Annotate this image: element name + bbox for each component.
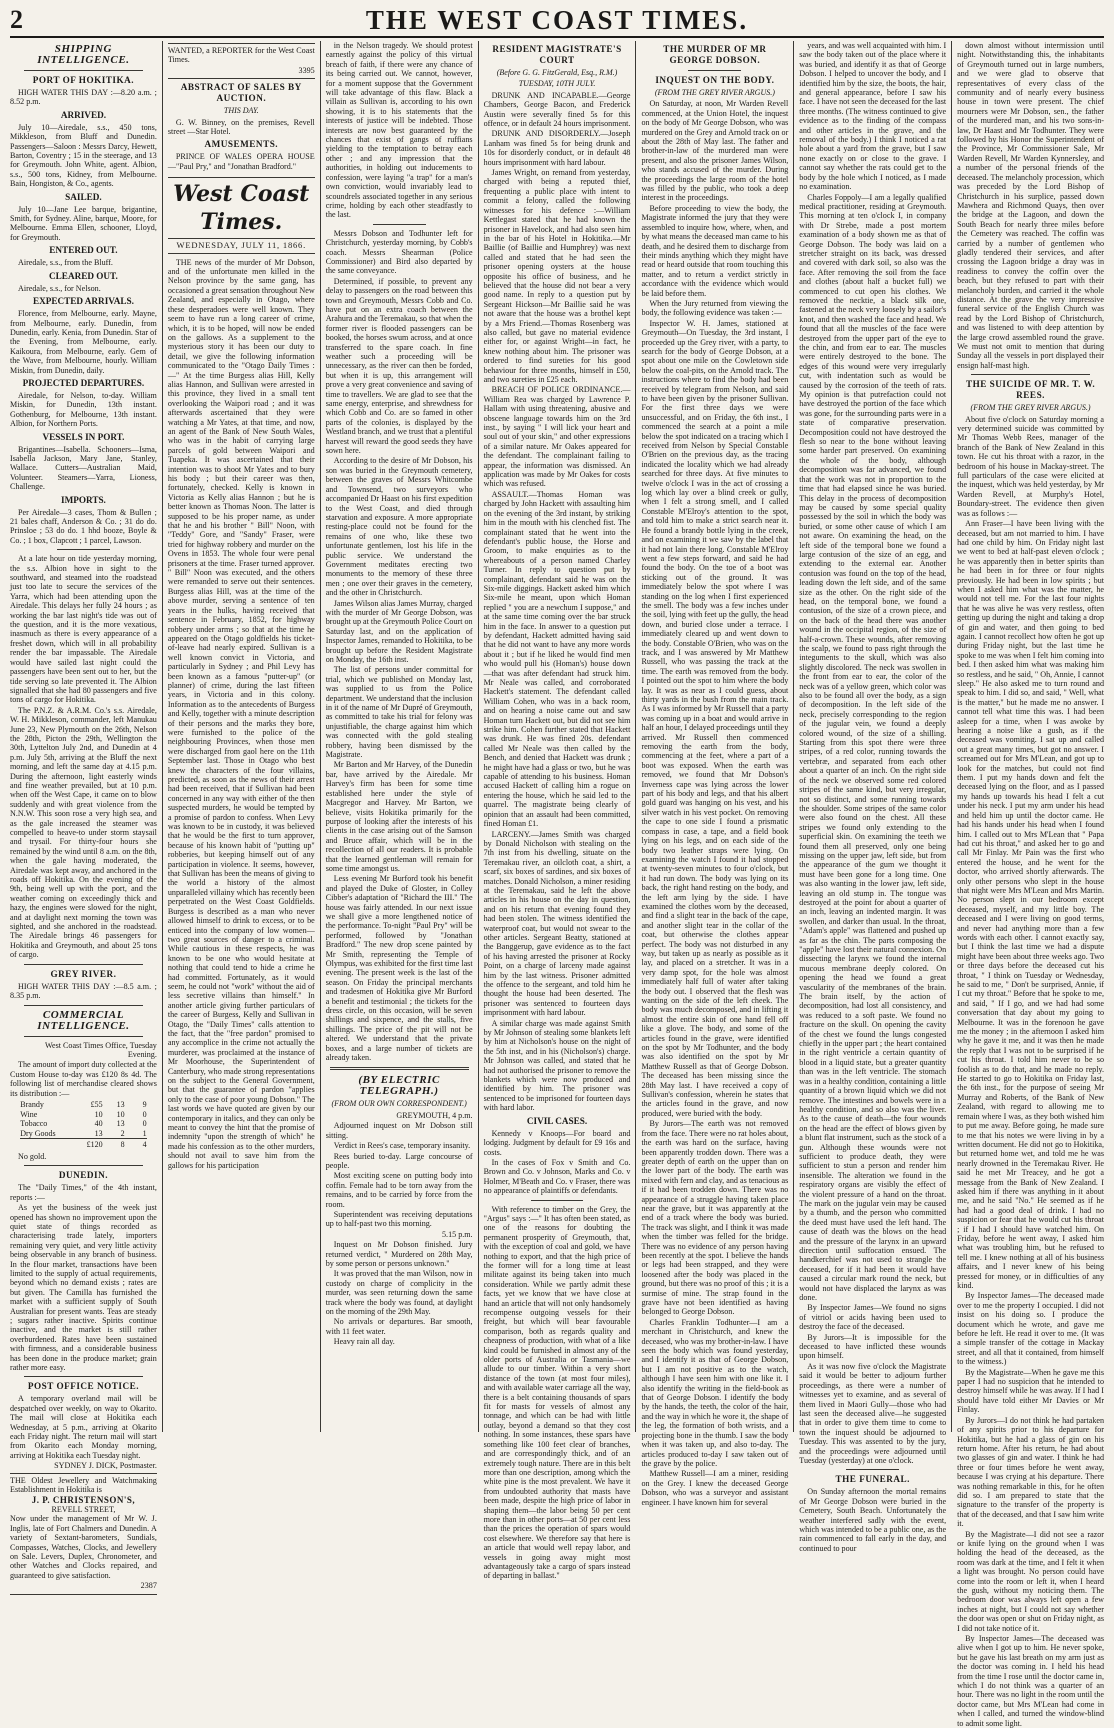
civil-paragraph: Kennedy v Knoops—For board and lodging. Judgment by default for £9 16s and costs. xyxy=(483,1128,631,1157)
heading-grey-river: GREY RIVER. xyxy=(50,968,117,979)
imports-text: Per Airedale—3 cases, Thom & Bullen ; 21 bales chaff, Anderson & Co. ; 31 do do. Prinsloe ; 53 do do. 1 hhd booze, Boyle & Co. ; 1 box, Clapcott ; 1 parcel, Lawson. xyxy=(10,507,157,545)
divider xyxy=(24,964,143,965)
inquest-paragraph: Charles Franklin Todhunter—I am a merchant in Christchurch, and knew the deceased, who was my brother-in-law. I have seen the body which was found yesterday, and I identify it as that of George Dobson, but I am not positive as to the watch, although I have seen him with one like it. I also identify the writing in the field-book as that of George Dobson. I identify the body by the hands, the teeth, the color of the hair, and the way in which he wore it, the shape of the leg, the formation of both wrists, and a projecting bone in the thumb. I saw the body when it was taken up, and also to-day. The articles produced to-day I saw taken out of the grave by the police. xyxy=(641,1317,789,1468)
editorial-paragraph: in the Nelson tragedy. We should protest earnestly against the policy of this virtual breach of faith, if there were any chance of its being carried out. We cannot, however, for a moment suppose that the Government will take advantage of this flaw. Black a villain as Sullivan is, according to his own showing, it is to his statements that the interests of justice will be indebted. Those interests are now best guaranteed by the chances that exist of gangs of ruffians yielding to the temptation to betray each other ; and any impression that the authorities, in holding out inducements to confession, were laying "a trap" for a man's own conviction, would invariably lead to scoundrels associated together in any serious crime, holding by each other steadfastly to the last. xyxy=(325,41,473,220)
wanted-text: WANTED, a REPORTER for the West Coast Times. xyxy=(167,46,315,65)
duty-shillings: 10 xyxy=(116,1109,125,1119)
suicide-paragraph: By Inspector James—The deceased made over to me the property I occupied. I did not insist on his doing so. I produce the document which he wrote, and gave me before he left. He read it over to me. (It was a simple transfer of the cottage in Mackay street, and all that it contained, from himself to the witness.) xyxy=(957,1291,1105,1367)
duty-pounds: 40 xyxy=(94,1119,103,1129)
column-6 xyxy=(793,41,951,1553)
news-paragraph: Mr Barton and Mr Harvey, of the Dunedin bar, have arrived by the Airedale. Mr Harvey's firm has been for some time established here under the style of Macgregor and Harvey. Mr Barton, we believe, visits Hokitika primarily for the purpose of looking after the interests of his clients in the case arising out of the Samson and Bruce affair, which will be in the recollection of all our readers. It is probable that the learned gentleman will remain for some time amongst us. xyxy=(325,760,473,873)
court-paragraph: ASSAULT.—Thomas Homan was charged by John Hackett with assaulting him on the evening of the 3rd instant, by striking him in the mouth with his clenched fist. The complainant stated that he went into the defendant's public house, the Horse and Groom, to make enquiries as to the whereabouts of a person named Charley Turner. In reply to question put by complainant, defendant said he was on the Six-mile diggings. Hackett asked him which Six-mile he meant, upon which Homan replied " you are a newchum I suppose," and at the same time coming over the bar struck him in the face. In answer to a question put by defendant, Hackett admitted having said that he did not want to have any more words about it ; but if he liked he would find men who would pull his (Homan's) house down—that was after defendant had struck him. Mr Neale was called, and corroborated Hackett's statement. The defendant called William Cohen, who was in a back room, and on hearing a noise came out and saw Homan turn Hackett out, but did not see him strike him. Cohen further stated that Hackett was drunk. He was fined 20s. defendant called Mr Neale was then called by the Bench, and denied that Hackett was drunk ; he might have had a glass or two, but he was capable of attending to his business. Homan accused Hackett of calling him a rogue on entering the house, which he said led to the quarrel. The magistrate being clearly of opinion that an assault had been committed, fined Homan £1. xyxy=(483,489,631,829)
telegraph-item: Verdict in Rees's case, temporary insanity. xyxy=(333,1141,471,1151)
dateline: WEDNESDAY, JULY 11, 1866. xyxy=(168,241,315,253)
inquest-paragraph: Inspector W. H. James, stationed at Greymouth—On Tuesday, the 3rd instant, I proceeded up the Grey river, with a party, to search for the body of George Dobson, at a spot about one mile on the Cowletown side below the coal-pits, on the Arnold track. The instructions where to find the body had been received by telegram from Nelson, and said to have been given by the prisoner Sullivan. For the first three days we were unsuccessful, and on Friday, the 6th inst., I commenced the search at a point a mile below the spot indicated on a tracing which I received from Nelson by Special Constable O'Brien on the previous day, as the tracing indicated the locality which we had already searched for three days. At five minutes to twelve o'clock I was in the act of crossing a log which lay over a blind creek or gully, when I felt a strong smell, and I called Constable M'Elroy's attention to the spot, and told him to make a strict search near it. He found a brandy bottle lying in the creek, and on examining it we saw by the label that it had not lain there long. Constable M'Elroy went a few steps forward, and said he had found the body. On the toe of a boot was sticking out of the ground. It was immediately below the spot where I was standing on the log when I first experienced the smell. The body was a few inches under the soil, lying with feet up the gully, the head down, and buried close under a terrace. I immediately cleared up and went down to the body. Constable O'Brien, who was on the track, and I was answered by Mr Matthew Russell, who was passing the track at the time. The earth was removed from the body. I pointed out the spot to him where the body lay. It was as near as I could guess, about thirty yards in the bush from the main track. As I was informed by Mr Russell that a party was coming up in a boat and would arrive in half an hour, I delayed proceedings until they arrived. Mr Russell then commenced removing the earth from the body, commencing at the feet, where a part of a boot was exposed. When the earth was removed, we found that Mr Dobson's Inverness cape was lying across the lower part of his body and legs, and that his albert gold guard was hanging on his vest, and his silver watch in his vest pocket. On removing the cape to one side I found a prismatic compass in case, a tape, and a field book lying on his legs, and on each side of the body two leather straps were lying. On examining the watch I found it had stopped at twenty-seven minutes to four o'clock, but it had run down. The body was lying on its back, the right hand resting on the body, and the left arm lying by the side. I have examined the clothes worn by the deceased, and find a slight tear in the back of the cape, and another slight tear in the collar of the coat, but otherwise the clothes appear perfect. The body was not disturbed in any way, but taken up as nearly as possible as it lay, and placed on a stretcher. It was in a very damp spot, for the hole was almost immediately half full of water after taking the body out. I observed that the flesh was wanting on the side of the left cheek. The body was much decomposed, and in lifting it almost the entire skin of one hand fell off like a glove. The body, and some of the articles found in the grave, were identified on the spot by Mr Todhunter, and the body was also identified on the spot by Mr Matthew Russell as that of George Dobson. The deceased has been missing since the 28th May last. I have received a copy of Sullivan's confession, wherein he states that the articles found in the grave, and now produced, were buried with the body. xyxy=(641,318,789,1118)
heading-telegraph: (BY ELECTRIC TELEGRAPH.) xyxy=(358,1074,440,1098)
court-paragraph: A similar charge was made against Smith by Mr Johnson of stealing some blankets left by him at Nicholson's house on the night of the 5th inst, and in his (Nicholson's) charge. Mr Johnson was called, and stated that he had not authorised the prisoner to remove the blankets which were now produced and identified by him. The prisoner was sentenced to be imprisoned for fourteen days with hard labor. xyxy=(483,1018,631,1113)
divider xyxy=(971,374,1090,375)
duty-total-row xyxy=(20,1139,146,1150)
duty-pence: 1 xyxy=(142,1128,147,1138)
duty-item: Dry Goods xyxy=(20,1128,56,1138)
column-1 xyxy=(10,41,162,1591)
telegraph-source: (FROM OUR OWN CORRESPONDENT.) xyxy=(331,1099,467,1109)
heading-vessels: VESSELS IN PORT. xyxy=(42,431,125,442)
duty-shillings: 2 xyxy=(120,1128,125,1138)
suicide-paragraph: By Inspector James—The deceased was alive when I got up to him. He never spoke, but he gave his last breath on my arm just as the doctor was coming in. I held his head from the time I rose until the doctor came in, which I do not think was a quarter of an hour. There was no light in the room until the doctor came, but Mrs M'Lean had come in when I called, and turned the window-blind to admit some light. xyxy=(957,1634,1105,1728)
telegraph-item: Superintendent was receiving deputations up to half-past two this morning. xyxy=(325,1209,473,1229)
heading-inquest: INQUEST ON THE BODY. xyxy=(655,75,775,85)
heading-sailed: SAILED. xyxy=(65,191,102,202)
expected-text: Florence, from Melbourne, early. Mayne, from Melbourne, early. Dunedin, from Dunedin, early. Kenia, from Dunedin. Star of the Evening, from Melbourne, early. Kaikoura, from Melbourne, early. Gem of the Wave, from Melbourne, hourly. William Miskin, from Dunedin, daily. xyxy=(10,309,157,375)
divider xyxy=(24,1036,143,1037)
nameplate: West Coast Times. xyxy=(168,177,315,239)
court-paragraph: James Wright, on remand from yesterday, charged with being a reputed thief, frequenting a public place with intent to commit a felony, called the following witnesses for his defence :—William Kettlegast stated that he had known the prisoner in Havelock, and had also seen him in the bar of his Hotel in Hokitika.—Mr Baillie (of Baillie and Humphrey) was next called and stated that he had seen the prisoner opening oysters at the house opposite his office of business, and he believed that the house did not bear a very good name. In reply to a question put by Sergeant Hickson—Mr Baillie said he was not aware that the house was a brothel kept by a Mrs Friend.—Thomas Rosenberg was also called, but gave no material evidence either for, or against Wright—in fact, he knew nothing about him. The prisoner was ordered to find sureties for his good behaviour for three months, himself in £50, and two sureties in £25 each. xyxy=(483,168,631,384)
column-3 xyxy=(320,41,478,1432)
sailed-text: July 10—Jane Lee barque, brigantine, Smith, for Sydney. Aline, barque, Moore, for Melbourne. Emma Ellen, schooner, Lloyd, for Greymouth. xyxy=(10,204,157,242)
duty-row xyxy=(20,1110,146,1120)
heading-projected: PROJECTED DEPARTURES. xyxy=(22,377,145,388)
editorial-paragraph: THE news of the murder of Mr Dobson, and of the unfortunate men killed in the Nelson province by the same gang, has occasioned a great sensation throughout New Zealand, and especially in Otago, where these desperadoes were well known. They seem to have run a long career of crime, which, it is to be hoped, will now be ended on the gallows. As a supplement to the mysterious story it has been our duty to detail, we give the following information communicated to the "Otago Daily Times :—" At the time Burgess alias Hill, Kelly alias Hannon, and Sullivan were arrested in this province, they lived in a small tent overlooking the Waipori road ; and it was afterwards ascertained that they were watching a Mr Yates, at that time, and now, an agent of the Bank of New South Wales, who was in the habit of carrying large parcels of gold between Waipori and Tuapeka. It was ascertained that their intention was to shoot Mr Yates and to bury his body ; but their career was then, fortunately, checked. Kelly is known in Victoria as Kelly alias Hannon ; but he is better known as Thomas Noon. The latter is supposed to be his proper name, as under that he and his brother " Bill" Noon, with "Teddy" Gore, and "Sandy" Fraser, were tried for highway robbery and murder on the Ovens in 1853. The whole four were penal prisoners at the time. Fraser turned approver. " Bill" Noon was executed, and the others were remanded to serve out their sentences. Burgess alias Hill, was at the time of the above murder, serving a sentence of ten years in the hulks, having received that sentence in February, 1852, for highway robbery under arms ; so that at the time he appeared on the Otago goldfields his ticket-of-leave had nearly expired. Sullivan is a well known convict in Victoria, and particularly in Sydney ; and Phil Levy has been known as a famous "putter-up" (or planner) of crime, during the last fifteen years, in Victoria and in this colony. Information as to the antecedents of Burgess and Kelly, together with a minute description of their persons and the marks they bore, were furnished to the police of the neighbouring Provinces, when those men were discharged from gaol here on the 11th September last. Those in Otago who best knew the characters of the four villains, predicted, as soon as the news of their arrest had been received, that if Sullivan had been concerned in any way with either of the then suspected murders, he would be tempted by a promise of pardon to confess. When Levy was known to be in custody, it was believed that he would be the first to turn approver, because of his known habit of "putting up" robberies, but keeping himself out of any participation in violence. It seems, however, that Sullivan has been the means of giving to the world a history of the almost unparalleled villainy which has recently been perpetrated on the West Coast Goldfields. Burgess is described as a man who never allowed himself to drink to excess, or to be enticed into the company of low women—two great sources of danger to a criminal. While cautious in these respects, he was known to be one who would hesitate at nothing that could tend to hide a crime he had committed. Fortunately, as it would seem, he could not "work" without the aid of less secretive villains than himself." In another article giving further particulars of the career of Burgess, Kelly and Sullivan in Otago, the "Daily Times" calls attention to the fact, that the "free pardon" promised to any accomplice in the crime not actually the murderer, was proclaimed at the instance of Mr Moorhouse, the Superintendent of Canterbury, who made strong representations on the subject to the General Government, but that the guarantee of pardon "applies only to the case of poor young Dobson." The last words we have quoted are given by our contemporary in italics, and they can only be meant to convey the hint that the promise of indemnity "upon the strength of which" he made his confession as to the other murders, should not avail to save him from the gallows for his participation xyxy=(167,257,315,1170)
dunedin-lead: The "Daily Times," of the 4th instant, reports :— xyxy=(10,1183,157,1202)
duty-pence: 9 xyxy=(142,1099,147,1109)
telegraph-item: No arrivals or departures. Bar smooth, with 11 feet water. xyxy=(325,1317,473,1336)
sales-text: G. W. Binney, on the premises, Revell street —Star Hotel. xyxy=(167,117,315,137)
projected-text: Airedale, for Nelson, to-day. William Miskin, for Dunedin, 13th instant. Gothenburg, for Melbourne, 13th instant. Albion, for Northern Ports. xyxy=(10,390,157,429)
amusements-text: PRINCE OF WALES OPERA HOUSE—"Paul Pry," and "Jonathan Bradford." xyxy=(167,152,315,171)
article-paragraph: At a late hour on tide yesterday morning, the s.s. Albion hove in sight to the southward, and steamed into the roadstead just too late to secure the services of the Yarra, which had been attending upon the Airedale. This delays her fully 24 hours ; as working the bar last night's tide was out of the question, and it is the more vexatious, inasmuch as there is every appearance of a freshet down, which will in all probability render the bar impassable. The Airedale would have sailed last night could the passengers have been sent out to her, but the tide serving so late prevented it. The Albion signalled that she had 80 passengers and five tons of cargo for Hokitika. xyxy=(10,554,157,705)
duty-pounds: 10 xyxy=(94,1109,103,1119)
inquest-paragraph: On Saturday, at noon, Mr Warden Revell commenced, at the Union Hotel, the inquest on the body of Mr George Dobson, who was murdered on the Grey and Arnold track on or about the 28th of May last. The father and brother-in-law of the murdered man were present, and also the prisoner James Wilson, who stands accused of the murder. During the proceedings the large room of the hotel was filled by the public, who took a deep interest in the proceedings. xyxy=(641,99,789,203)
suicide-paragraph: By the Magistrate—When he gave me this paper I had no suspicion that he intended to destroy himself while he was away. If I had I should have told either Mr Davies or Mr Finlay. xyxy=(957,1367,1105,1415)
heading-court: RESIDENT MAGISTRATE'S COURT xyxy=(492,44,622,65)
heading-cleared: CLEARED OUT. xyxy=(49,270,118,281)
wanted-advert xyxy=(168,43,315,79)
inquest-paragraph: Matthew Russell—I am a miner, residing on the Grey. I knew the deceased George Dobson, who was a surveyor and assistant engineer. I have known him for several xyxy=(641,1469,789,1507)
heading-dunedin: DUNEDIN. xyxy=(58,1170,109,1181)
suicide-paragraph: By Jurors—I do not think he had partaken of any spirits prior to his departure for Hokitika, but he had a glass of gin on his return home. After his return, he had about two glasses of gin and water. I think he had three or four times before he went away, because I was crying at his departure. There was nothing remarkable in this, for he often did so. I am prepared to state that the signature to the transfer of the property is that of the deceased, and that I saw him write it. xyxy=(957,1415,1105,1529)
telegraph-item: Adjourned inquest on Mr Dobson still sitting. xyxy=(325,1121,473,1140)
court-paragraph: LARCENY.—James Smith was charged by Donald Nicholson with stealing on the 7th inst from his dwelling, situate on the Teremakau river, an oilcloth coat, a shirt, a scarf, six boxes of sardines, and six boxes of matches. Donald Nicholson, a miner residing at the Teremakau, said he left the above articles in his house on the day in question, and on his return that evening found they had been stolen. The witness identified the waterproof coat, but would not swear to the other articles. Sergeant Beatty, stationed at the Banggerup, gave evidence as to the fact of his having arrested the prisoner at Rocky Point, on a charge of larceny made against him by the last witness. Prisoner admitted the offence to the sergeant, and told him he thought the house had been deserted. The prisoner was sentenced to fourteen days imprisonment with hard labour. xyxy=(483,829,631,1018)
duty-total-pounds: £120 xyxy=(81,1139,103,1150)
page-number: 2 xyxy=(10,5,23,34)
arrived-text: July 10—Airedale, s.s., 450 tons, Mikkleson, from Bluff and Dunedin. Passengers—Saloon : Messrs Darcy, Hewett, Barton, Coventry ; 15 in the steerage, and 13 for Greymouth. John White, agent. Albion, s.s., 500 tons, Kidney, from Melbourne. Bain, Hongiston, & Co., agents. xyxy=(10,122,157,189)
heading-commercial: COMMERCIAL INTELLIGENCE. xyxy=(37,1008,130,1032)
jeweller-advert xyxy=(10,1473,157,1595)
divider xyxy=(846,1469,899,1470)
suicide-paragraph: By the Magistrate—I did not see a razor or knife lying on the ground when I was holding the head of the deceased, as the room was dark at the time, and I felt it when a light was brought. No person could have come into the room or left it, when I heard the gush, without my noticing them. The bedroom door was always left open a few inches at night, but I could not say whether the door was open or shut on Friday night, as I did not take notice of it. xyxy=(957,1529,1105,1633)
duty-row xyxy=(20,1129,146,1139)
news-paragraph: Messrs Dobson and Todhunter left for Christchurch, yesterday morning, by Cobb's coach. Messrs Shearman (Police Commissioner) and Bird also departed by the same conveyance. xyxy=(325,228,473,276)
telegraph-place: GREYMOUTH, 4 p.m. xyxy=(396,1110,473,1120)
duty-pounds: £55 xyxy=(90,1099,103,1109)
news-paragraph: The list of persons under committal for trial, which we published on Monday last, was supplied to us from the Police department. We understand that the inclusion in it of the name of Mr Dupré of Greymouth, as committed to take his trial for felony was unjustifiable, the charge against him which was connected with the gold stealing robbery, having been dismissed by the Magistrate. xyxy=(325,665,473,760)
court-paragraph: DRUNK AND INCAPABLE.—George Chambers, George Bacon, and Frederick Austin were severally fined 5s for this offence, or in default 24 hours imprisonment. xyxy=(483,90,631,129)
duty-pence: 0 xyxy=(142,1109,147,1119)
inquest-paragraph: When the Jury returned from viewing the body, the following evidence was taken :— xyxy=(641,298,789,318)
heading-amusements: AMUSEMENTS. xyxy=(204,139,279,150)
funeral-paragraph: down almost without intermission until night. Notwithstanding this, the inhabitants of Greymouth turned out in large numbers, and we were glad to observe that representatives of every class of the community and of nearly every business house in town were present. The chief mourners were Mr Dobson, sen., the father of the murdered man, and his two sons-in-law, Dr Haast and Mr Todhunter. They were followed by his Honor the Superintendent of the Province, Mr Commissioner Sale, Mr Warden Revell, Mr Warden Kynnersley, and a number of the personal friends of the deceased. The melancholy procession, which was preceded by the Lord Bishop of Christchurch in his surplice, passed down Mawhera and Richmond Quays, then over the bridge at the Lagoon, and down the South Beach for nearly three miles before the Cemetery was reached. The coffin was carried by a number of gentlemen who gladly tendered their services, and after crossing the Lagoon bridge a dray was in readiness to convey the coffin over the beach, but they refused to part with their melancholy burden, and carried it the whole distance. At the grave the very impressive funeral service of the English Church was read by the Lord Bishop of Christchurch, and was listened to with deep attention by the large crowd assembled round the grave. We must not omit to mention that during Sunday all the vessels in port displayed their ensign half-mast high. xyxy=(957,41,1105,370)
heading-civil-cases: CIVIL CASES. xyxy=(526,1115,588,1126)
inquest-paragraph: years, and was well acquainted with him. I saw the body taken out of the place where it was buried, and identify it as that of George Dobson. I helped to uncover the body, and I identified him by the size, the boots, the hair, and general appearance, before I saw his face. I have not seen the deceased for the last three months. (The witness continued to give evidence as to the finding of the compass and other articles in the grave, and the removal of the body.) I think I noticed a rat hole about a yard from the grave, but I saw none exactly on or close to the grave. I cannot say whether the rats could get to the body by the hole which I noticed, as I made no examination. xyxy=(799,41,947,192)
dunedin-body: As yet the business of the week just opened has shown no improvement upon the quiet state of things recorded as characterising trade lately, importers remaining very quiet, and very little activity being observable in any branch of business. In the flour market, transactions have been limited to the supply of actual requirements, beyond which no demand exists ; rates are but given. The Camilla has furnished the market with a sufficient supply of South Australian for present wants. Teas are steady ; sugars rather inactive. Spirits continue inactive, and the market is still rather overburdened. Rates have been sustained with firmness, and a considerable business has been done in the produce market; grain rather more easy. xyxy=(10,1203,157,1373)
commercial-office: West Coast Times Office, Tuesday Evening. xyxy=(45,1040,157,1059)
duty-table xyxy=(20,1100,146,1150)
advert-street: REVELL STREET, xyxy=(51,1504,116,1514)
inquest-paragraph: As it was now five o'clock the Magistrate said it would be better to adjourn further proceedings, as there were a number of witnesses yet to examine, and as several of them lived in Maori Gully—those who had last seen the deceased alive—he suggested that in order to give them time to come to town the inquest should be adjourned to Tuesday. This was assented to by the jury, and the proceedings were adjourned until Tuesday (yesterday) at one o'clock. xyxy=(799,1361,947,1465)
advert-number: 2387 xyxy=(140,1581,157,1591)
inquest-source: (FROM THE GREY RIVER ARGUS.) xyxy=(654,88,775,97)
telegraph-item: Heavy rain all day. xyxy=(333,1337,395,1347)
news-paragraph: Less evening Mr Burford took his benefit and played the Duke of Gloster, in Colley Cibber's adaptation of "Richard the III." The house was fairly attended. In our next issue we shall give a more lengthened notice of the performance. To-night "Paul Pry" will be performed, followed by "Jonathan Bradford." The new drop scene painted by Mr Smith, representing the Temple of Olympus, was exhibited for the first time last evening. The present week is the last of the season. On Friday the principal merchants and tradesmen of Hokitika give Mr Burford a benefit and testimonial ; the tickets for the dress circle, on this occasion, will be seven shillings and sixpence, and the stalls, five shillings. The price of the pit will not be altered. We understand that the private boxes, and a large number of tickets are already taken. xyxy=(325,874,473,1063)
suicide-paragraph: Ann Fraser—I have been living with the deceased, but am not married to him. I have had one child by him. On Friday night last we went to bed at half-past eleven o'clock ; he was apparently then in better spirits than he had been in for three or four nights previously. He had been in low spirits ; but when I asked him what was the matter, he would not tell me. For the last four nights that he was alive he was very restless, often getting up during the night and taking a drop of gin and water, and then going to bed again. I cannot recollect how often he got up during Friday night, but the last time he spoke to me was when I felt him coming into bed. I then asked him what was making him so restless, and he said, " Oh, Annie, I cannot sleep." He also asked me to turn round and speak to him. I did so, and said, " Well, what is the matter," but he made me no answer. I cannot tell what time this was. I had been asleep for a time, when I was awoke by hearing a noise like a gush, as if the deceased was vomiting. I sat up and called out a great many times, but got no answer. I screamed out for Mrs M'Lean, and got up to look for the matches, but could not find them. I put my hands down and felt the deceased lying on the floor, and as I passed my hands up towards his head I felt a cut under his neck. I put my arm under his head and held him up until the doctor came. He had his hands under his head when I found him. I called out to Mrs M'Lean that " Papa had cut his throat," and asked her to go and call Mr Finlay. Mr Pain was the first who entered the house, and he went for the doctor, who arrived shortly afterwards. The only other persons who slept in the house that night were Mrs M'Lean and Mrs Martin. No person slept in our bedroom except deceased, myself, and my little boy. The deceased and I were living on good terms, and never had anything more than a few words with each other. I cannot exactly say, but I think the last time we had a dispute might have been about three weeks ago. Two or three days before the deceased cut his throat, " I think on Tuesday or Wednesday, he said to me, " Don't be surprised, Annie, if I cut my throat." Before that he spoke to me, and said, " If I go, and we had had some conversation that day about my going to Melbourne. It was in the forenoon he gave me the money ; in the afternoon I asked him why he gave it me, and it was then he made the reply that I was not to be surprised if he cut his throat. I told him never to be so foolish as to do that, and he made no reply. He started to go to Hokitika on Friday last, the 6th inst., for the purpose of seeing Mr Murray and Roberts, of the Bank of New Zealand, with regard to allowing me to remain where I was, as they both wished him to put me away. Before going, he made sure to me that his notes we were living in by a written document. He did not go to Hokitika, but returned home wet, and told me he was nearly drowned in the Teremakau River. He said he met Mr Treacey, and he got a message from the Bank of New Zealand. I asked him if there was anything in it about me, and he said "No." He seemed as if he had had a good deal of drink. I had no suspicion or fear that he would cut his throat ; if I had I should have watched him. On Friday, before he went away, I asked him what was troubling him, but he refused to tell me. I knew nothing at all of his business affairs, and I never knew of his being pressed for money, or in difficulties of any kind. xyxy=(957,519,1105,1290)
suicide-paragraph: About five o'clock on Saturday morning a very determined suicide was committed by Mr Thomas Webb Rees, manager of the branch of the Bank of New Zealand in this town. He cut his throat with a razor, in the bedroom of his house in Mackay-street. The full particulars of the case were elicited at the inquest, which was held yesterday, by Mr Warden Revell, at Murphy's Hotel, Boundary-street. The evidence then given was as follows :— xyxy=(957,414,1105,518)
court-paragraph: BREACH OF POLICE ORDINANCE.—William Rea was charged by Lawrence P. Hallam with using threatening, abusive and obscene language towards him on the 3rd inst., by saying " I will lick your heart and soul out of your skin," and other expressions of a similar nature. Mr Oakes appeared for the defendant. The complainant failing to appear, the information was dismissed. An application was made by Mr Oakes for costs which was refused. xyxy=(483,385,631,489)
column-2 xyxy=(162,41,320,1432)
postmaster: SYDNEY J. DICK, Postmaster. xyxy=(54,1461,157,1471)
telegraph-item: It was proved that the man Wilson, now in custody on charge of complicity in the murder, was seen returning down the same track where the body was found, at daylight on the morning of the 29th May. xyxy=(325,1269,473,1316)
high-water: HIGH WATER THIS DAY :—8.20 a.m. ; 8.52 p.m. xyxy=(10,88,157,107)
inquest-paragraph: By Inspector James—We found no signs of vitriol or acids having been used to destroy the face of the deceased. xyxy=(799,1303,947,1332)
telegraph-item: Most exciting scene on putting body into coffin. Female had to be torn away from the remains, and to be carried by force from the room. xyxy=(325,1171,473,1209)
heading-sales: ABSTRACT OF SALES BY AUCTION. xyxy=(180,82,302,104)
article-paragraph: The P.N.Z. & A.R.M. Co.'s s.s. Airedale, W. H. Mikkleson, commander, left Manukau June 23, New Plymouth on the 26th, Nelson the 28th, Picton the 29th, Wellington the 30th, Lyttelton July 2nd, and Dunedin at 4 p.m. July 5th, arriving at the Bluff the next morning, and left the same day at 4.15 p.m. During the afternoon, light easterly winds and fine weather prevailed, but at 10 p.m. when off the West Cape, it came on to blow suddenly and with great violence from the N.N.W. This soon rose a very high sea, and as the gale increased the steamer was compelled to heave-to under storm staysail and trysail. For thirty-four hours she remained by the wind until 8 a.m. on the 8th, when the gale having moderated, the Airedale was kept away, and anchored in the roads off Hokitika. On the evening of the 9th, being well up with the port, and the weather coming on exceedingly thick and hazy, the engines were slowed for the night, and at daylight next morning the town was sighted, and she anchored in the roadstead. The Airedale brings 46 passengers for Hokitika and Greymouth, and about 25 tons of cargo. xyxy=(10,705,157,960)
wanted-number: 3395 xyxy=(298,65,315,75)
divider xyxy=(373,224,426,225)
civil-paragraph: In the cases of Fox v Smith and Co. Brown and Co. v Johnson, Marks and Co. v Holmer, M'Beath and Co. v Fraser, there was no appearance of plaintiffs or defendants. xyxy=(483,1157,631,1196)
advert-rest: Now under the management of Mr W. J. Inglis, late of Fort Chalmers and Dunedin. A variety of Sextant-barometers, Sundials, Compasses, Watches, Clocks, and Jewellery on Sale. Levers, Duplex, Chronometer, and other Watches and Clocks repaired, and guaranteed to give satisfaction. xyxy=(10,1514,157,1580)
court-date: TUESDAY, 10TH JULY. xyxy=(518,79,596,89)
advert-body: THE Oldest Jewellery and Watchmaking Establishment in Hokitika is xyxy=(10,1475,157,1495)
suicide-source: (FROM THE GREY RIVER ARGUS.) xyxy=(970,403,1091,413)
grey-high-water: HIGH WATER THIS DAY :—8.5 a.m. ; 8.35 p.m. xyxy=(10,981,157,1001)
heading-entered: ENTERED OUT. xyxy=(49,245,118,256)
duty-row xyxy=(20,1119,146,1129)
duty-pence: 0 xyxy=(142,1119,147,1129)
heading-post-office: POST OFFICE NOTICE. xyxy=(27,1381,140,1392)
divider xyxy=(57,549,110,550)
telegraph-time: 5.15 p.m. xyxy=(442,1229,473,1239)
timber-paragraph: With reference to timber on the Grey, the "Argus" says :—" It has often been stated, as one of the reasons for doubting the permanent prosperity of Greymouth, that, with the exception of coal and gold, we have nothing to export, and that the high price of the former will for a long time at least militate against its being taken into much consideration. While we partly admit these facts, yet we know that we have close at hand an article that will not only handsomely recompense outgoing vessels for their freight, but which will bear favourable comparison, both as regards quality and cheapness of production, with what of a like kind could be furnished in almost any of the older ports of Australia or Tasmania—we allude to our timber. Within a very short distance of the town (at most four miles), and with available water carriage all the way, there is a belt containing thousands of spars fit for masts for vessels of almost any tonnage, and which can be had with little outlay, beyond a demand so that they cost nothing. In some instances, these spars have something like 100 feet clear of branches, and are correspondingly thick, and of an extremely tough nature. There are in this belt more than one description, among which the white pine is the most prevalent. We have it from undoubted authority that masts have been made, despite the high price of labor in shaping them—the labor being 50 per cent more than in other ports—at 50 per cent less than the prices the operation of spars would cost elsewhere. We therefore say that here is an article that would well repay labor, and vessels in going away might most advantageously take a cargo of spars instead of departing in ballast." xyxy=(483,1204,631,1581)
duty-shillings: 13 xyxy=(116,1119,125,1129)
heading-suicide: THE SUICIDE OF MR. T. W. REES. xyxy=(965,379,1096,401)
duty-item: Tobacco xyxy=(20,1119,48,1129)
vessels-text: Brigantines—Isabella. Schooners—Isma, Isabella Jackson, Mary Jane, Stanley, Wallace. Cutters—Australian Maid, Volunteer. Steamers—Yarra, Lioness, Challenge. xyxy=(10,444,157,492)
heading-murder: THE MURDER OF MR GEORGE DOBSON. xyxy=(663,44,767,65)
duty-row xyxy=(20,1100,146,1110)
heading-shipping: SHIPPING INTELLIGENCE. xyxy=(37,43,130,66)
masthead xyxy=(10,4,1104,38)
heading-funeral: THE FUNERAL. xyxy=(835,1474,910,1485)
news-paragraph: James Wilson alias James Murray, charged with the murder of Mr George Dobson, was brought up at the Greymouth Police Court on Saturday last, and on the application of Inspector James, remanded to Hokitika, to be brought up before the Resident Magistrate on Monday, the 16th inst. xyxy=(325,598,473,664)
telegraph-item: Rees buried to-day. Large concourse of people. xyxy=(325,1151,473,1170)
divider xyxy=(330,1067,469,1070)
divider xyxy=(24,1376,143,1377)
telegraph-item: Inquest on Mr Dobson finished. Jury returned verdict, " Murdered on 28th May, by some person or persons unknown." xyxy=(325,1240,473,1268)
paper-title: THE WEST COAST TIMES. xyxy=(365,5,749,35)
inquest-paragraph: Before proceeding to view the body, the Magistrate informed the jury that they were assembled to inquire how, where, when, and by what means the deceased man came to his death, and he desired them to discharge from their minds anything which they might have read or heard outside that room touching this matter, and to return a verdict strictly in accordance with the evidence which would be laid before them. xyxy=(641,203,789,298)
heading-port: PORT OF HOKITIKA. xyxy=(32,75,135,85)
inquest-paragraph: By Jurors—The earth was not removed from the face. There were no rat holes about, the earth was hard on the surface, having been apparently trodden down. There was a greater depth of earth on the upper than on the lower part of the body. The earth was mixed with fern and clay, and as tenacious as if it had been trodden down. There was no appearance of a struggle having taken place near the grave, but it was apparently at the end of a track where the body was buried. The track was slight, and I think it was made when the timber was felled for the bridge. There was no evidence of any person having been recently at the spot. I believe the hands or legs had been strapped, and they were loosened after the body was placed in the ground, but there was no proof of this ; it is a surmise of mine. The strap found in the grave have not been identified as having belonged to George Dobson. xyxy=(641,1119,789,1317)
sales-this-day: THIS DAY. xyxy=(223,106,259,116)
columns xyxy=(10,41,1105,1728)
inquest-paragraph: Charles Foppoly—I am a legally qualified medical practitioner, residing at Greymouth. This morning at ten o'clock I, in company with Dr Strebe, made a post mortem examination of a body shown me as that of George Dobson. The body was laid on a stretcher straight on its back, was dressed and covered with dark soil, so also was the face. After removing the soil from the face and clothes (about half a bucket full) we commenced to cut open his clothes. We removed the necktie, a black silk one, fastened at the neck very loosely by a sailor's knot, and then washed the face and head. We found that all the muscles of the face were destroyed from the upper part of the eye to the chin, and from ear to ear. The muscles were entirely destroyed to the bone. The edges of this wound were very irregularly cut, with indentation such as would be caused by the corrosion of the teeth of rats. My opinion is that putrefaction could not have destroyed the portion of the face which was gone, for the surrounding parts were in a state of comparative preservation. Decomposition could not have destroyed the flesh so near to the bone without leaving some harder part preserved. On examining the whole of the body, although decomposition was far advanced, we found that the work was not in proportion to the time that had elapsed since he was buried. This delay in the process of decomposition may be caused by some special quality possessed by the soil in which the body was buried, or some other cause of which I am not aware. On examining the head, on the left side of the temporal bone we found a large contusion of the size of an egg, and extending to the external ear. Another contusion was found on the top of the head, leading down the left side, and of the same size as the other. On the right side of the head, on the temporal bone, we found a contusion, of the size of a crown piece, and on the back of the head there was another wound in the occipital region, of the size of half-a-crown. These wounds, after removing the scalp, we found to pass right through the integuments to the skull, which was also slightly discolored. The neck was swollen in the front from ear to ear, the color of the neck was of a yellow green, which color was also to be found all over the body, as a sign of decomposition. In the left side of the neck, precisely corresponding to the region of the jugular vein, we found a deeply colored wound, of the size of a shilling. Starting from this spot there were three stripes, of a red color, running towards the vertebræ, and separated from each other about a quarter of an inch. On the right side of the neck we observed some red colored stripes of the same kind, but very irregular, not so distinct, and some running towards the shoulder. Some stripes of the same color were also found on the chest. All these stripes we found only extending to the superficial skin. On examining the teeth we found them all preserved, only one being missing on the upper jaw, left side, but from the appearance of the gum we thought it must have been gone for a long time. One was also wanting in the lower jaw, left side, leaving an old stump in. The tongue was destroyed at the point for about a quarter of an inch, leaving an indented margin. It was swollen, and darker than usual. In the throat, "Adam's apple" was flattened and pushed up as far as the chin. The parts composing the "apple" have lost their natural connexion. On dissecting the larynx we found the internal mucous membrane deeply colored. On opening the head we found a great vascularity of the membranes of the brain. The brain itself, by the action of decomposition, had lost all consistency, and was reduced to a soft paste. We found no fracture on the skull. On opening the cavity of the chest we found the lungs congested chiefly in the upper part ; the heart contained in the right ventricle a certain quantity of blood in a liquid state, but a greater quantity than was in the left ventricle. The stomach was in a healthy condition, containing a little quantity of a brown liquid which we did not remove. The intestines and bowels were in a healthy condition, and so also was the liver. As to the cause of death—the four wounds on the head are the effect of blows given by a blunt flat instrument, such as the stock of a gun. Although these wounds were not sufficient to produce death, they were sufficient to stun a person and render him insensible. The alteration we found in the respiratory organs are visibly the effect of the violent pressure of a hand on the throat. The mark on the jugular vein may be caused by a thumb, and the person who committed the deed must have used the left hand. The cause of death was the blows on the head and the pressure of the larynx in an upward direction until suffocation ensued. The handkerchief was not used to strangle the deceased, for if it had been it would have caused a circular mark round the neck, but would not have displaced the larynx as was done. xyxy=(799,192,947,1303)
advert-business-name: J. P. CHRISTENSON'S, xyxy=(31,1494,136,1505)
column-4 xyxy=(478,41,636,1581)
duty-shillings: 13 xyxy=(116,1099,125,1109)
news-paragraph: Determined, if possible, to prevent any delay to passengers on the road between this town and Greymouth, Messrs Cobb and Co. have put on an extra coach between the Arahura and the Teremakau, so that when the former river is flooded passengers can be booked, the horses swum across, and at once transferred to the spare coach. In fine weather such a proceeding will be unnecessary, as the river can then be forded, but when it is up, this arrangement will prove a very great convenience and saving of time to travellers. We are glad to see that the same energy, enterprise, and shrewdness for which Cobb and Co. are so famed in other parts of the colonies, is displayed by the Westland branch, and we trust that a plentiful harvest will reward the good seeds they have sown here. xyxy=(325,276,473,456)
duty-total-shillings: 8 xyxy=(103,1139,125,1150)
inquest-paragraph: By Jurors—It is impossible for the deceased to have inflicted these wounds upon himself. xyxy=(799,1332,947,1361)
no-gold: No gold. xyxy=(18,1151,47,1161)
divider xyxy=(24,1165,143,1166)
court-paragraph: DRUNK AND DISORDERLY.—Joseph Lanham was fined 5s for being drunk and 10s for disorderly conduct, or in default 48 hours imprisonment with hard labour. xyxy=(483,129,631,167)
funeral-paragraph: On Sunday afternoon the mortal remains of Mr George Dobson were buried in the Cemetery, South Beach. Unfortunately the weather interfered sadly with the event, which was intended to be a public one, as the rain commenced to fall early in the day, and continued to pour xyxy=(799,1487,947,1553)
divider xyxy=(688,70,741,71)
divider xyxy=(24,70,143,71)
column-7 xyxy=(951,41,1105,1728)
heading-arrived: ARRIVED. xyxy=(60,109,107,120)
divider xyxy=(24,1005,143,1006)
news-paragraph: According to the desire of Mr Dobson, his son was buried in the Greymouth cemetery, between the graves of Messrs Whitcombe and Townsend, two surveyors who accompanied Dr Haast on his first expedition to the West Coast, and died through starvation and exposure. A more appropriate resting-place could not be found for the remains of one who, like these two unfortunate gentlemen, lost his life in the public service. We understand the Government meditates erecting two monuments to the memory of these three men ; one over their graves in the cemetery, and the other in Christchurch. xyxy=(325,456,473,598)
entered-text: Airedale, s.s., from the Bluff. xyxy=(18,258,113,268)
duty-item: Brandy xyxy=(20,1099,44,1109)
post-office-text: A temporary overland mail will be despatched over weekly, on way to Okarito. The mail will close at Hokitika each Wednesday, at 5 p.m., arriving at Okarito each Friday night. The return mail will start from Okarito each Monday morning, arriving at Hokitika each Tuesday night. xyxy=(10,1394,157,1460)
court-subheading: (Before G. G. FitzGerald, Esq., R.M.) xyxy=(496,68,618,77)
duty-pounds: 13 xyxy=(94,1128,103,1138)
column-5 xyxy=(635,41,793,1507)
duty-total-pence: 4 xyxy=(125,1139,147,1150)
divider xyxy=(531,1200,584,1201)
cleared-text: Airedale, s.s., for Nelson. xyxy=(18,283,101,293)
heading-imports: IMPORTS. xyxy=(61,494,106,505)
heading-expected: EXPECTED ARRIVALS. xyxy=(32,296,134,307)
commercial-intro: The amount of import duty collected at the Custom House to-day was £120 8s 4d. The following list of merchandise cleared shows its distribution :— xyxy=(10,1060,157,1098)
duty-item: Wine xyxy=(20,1109,38,1119)
